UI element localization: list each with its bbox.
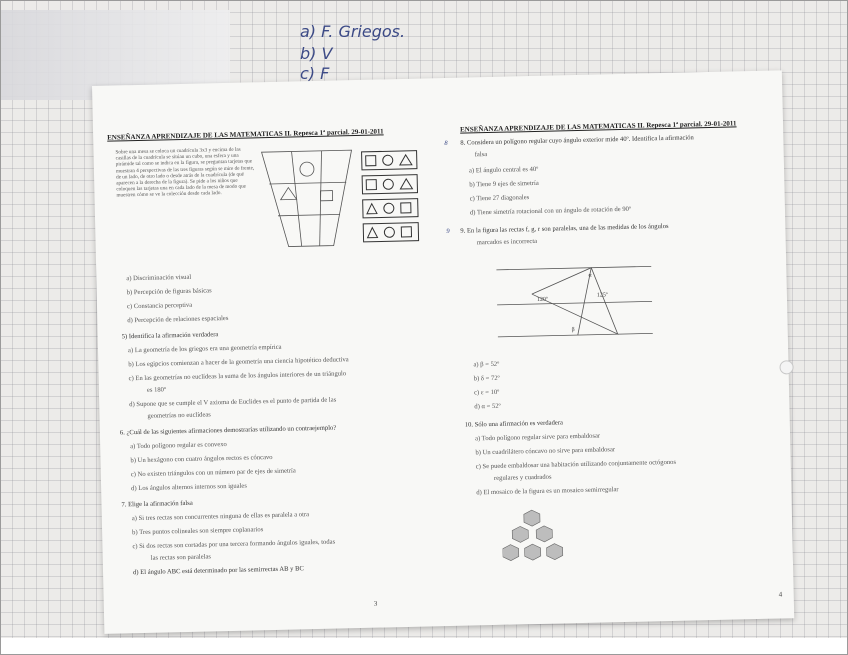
q4-option-b: b) Percepción de figuras básicas [126,287,212,297]
q5-option-d-cont: geometrías no euclídeas [147,411,211,420]
right-page-number: 4 [778,590,783,599]
q10-option-b: b) Un cuadrilátero cóncavo no sirve para embaldosar [475,446,616,457]
q7-option-c-cont: las rectas son paralelas [150,553,212,562]
margin-mark-9: 9 [446,227,450,235]
q5-option-c: c) En las geometrías no euclídeas la suma de los ángulos interiores de un triángulo [128,370,347,383]
margin-mark-8: 8 [444,139,448,148]
handwritten-answer-a: a) F. Griegos. [300,22,406,41]
question-8-cont: falsa [474,151,488,159]
q5-option-c-cont: es 180º [146,386,167,394]
q7-option-b: b) Tres puntos colineales son siempre coplanarios [132,526,264,537]
left-page-header: ENSEÑANZA APRENDIZAJE DE LAS MATEMATICAS II. Repesca 1ª parcial. 29-01-2011 [107,127,384,142]
q8-option-c: c) Tiene 27 diagonales [469,194,530,203]
q9-option-a: a) β = 52º [473,360,500,369]
q9-option-b: b) δ = 72º [473,374,500,383]
q5-option-a: a) La geometría de los griegos era una geometría empírica [127,343,282,355]
q7-option-d: d) El ángulo ABC está determinado por las semirrectas AB y BC [132,565,304,577]
question-8: 8. Considera un polígono regular cuyo ángulo exterior mide 40º. Identifica la afirmación [460,134,694,147]
q9-option-c: c) ε = 10º [473,388,500,397]
q7-option-a: a) Si tres rectas son concurrentes ninguna de ellas es paralela a otra [131,511,310,523]
q8-option-a: a) El ángulo central es 40º [468,165,539,175]
handwritten-answer-b: b) V [300,44,333,63]
question-7: 7. Elige la afirmación falsa [121,499,193,509]
q5-option-b: b) Los egipcios comienzan a hacer de la geometría una ciencia hipotético deductiva [128,356,349,369]
angle-label-alpha: α [588,272,592,279]
q6-option-d: d) Los ángulos alternos internos son iguales [131,482,247,493]
question-5: 5) Identifica la afirmación verdadera [121,331,219,341]
handwritten-answer-c: c) F [300,64,330,83]
q10-option-c: c) Se puede embaldosar una habitación utilizando conjuntamente octógonos [475,458,677,471]
right-page-header: ENSEÑANZA APRENDIZAJE DE LAS MATEMATICAS II. Repesca 1ª parcial. 29-01-2011 [459,119,737,134]
question-9: 9. En la figura las rectas f, g, r son paralelas, una de las medidas de los ángulos [460,222,669,235]
exercise-intro: Sobre una mesa se coloca un cuadrícula 3x3 y encima de las casillas de la cuadrícula se sitúan un cubo, una esfera y una pirámide tal como se indica en la figura, se preguntan tarjetas que muestran 4 perspectivas de las tres figuras según se mire de frente, de un lado, de otro lado o desde atrás de la cuadrícula (de qué aparecen a la derecha de la figura). Se pide a los niños que coloquen las tarjetas una en cada lado de la mesa de modo que muestren cómo se ve la colección desde cada lado. [115,146,255,199]
angle-label-125: 125º [596,292,608,299]
q8-option-d: d) Tiene simetría rotacional con un ángulo de rotación de 90º [469,205,632,217]
q6-option-b: b) Un hexágono con cuatro ángulos rectos es cóncavo [130,453,273,465]
q5-option-d: d) Supone que se cumple el V axioma de Euclides es el punto de partida de las [129,396,337,409]
question-10: 10. Sólo una afirmación es verdadera [464,419,563,429]
q6-option-a: a) Todo polígono regular es convexo [130,441,227,451]
angle-label-120: 120º [536,296,548,303]
q4-option-a: a) Discriminación visual [126,273,192,283]
left-page-number: 3 [373,599,378,608]
q6-option-c: c) No existen triángulos con un número par de ejes de simetría [130,467,296,479]
q7-option-c: c) Si dos rectas son cortadas por una tercera formando ángulos iguales, todas [132,538,336,551]
q8-option-b: b) Tiene 9 ejes de simetría [469,179,539,189]
q10-option-a: a) Todo polígono regular sirve para embaldosar [475,432,601,443]
question-6: 6. ¿Cuál de las siguientes afirmaciones demostrarías utilizando un contraejemplo? [119,424,337,437]
question-9-cont: marcados es incorrecta [476,237,538,247]
q9-option-d: d) α = 52º [474,402,501,411]
q4-option-d: d) Percepción de relaciones espaciales [127,314,229,325]
angle-label-beta: β [571,327,575,334]
q10-option-c-cont: regulares y cuadrados [493,473,552,482]
q10-option-d: d) El mosaico de la figura es un mosaico semirregular [476,486,619,497]
q4-option-c: c) Constancia perceptiva [126,301,193,311]
